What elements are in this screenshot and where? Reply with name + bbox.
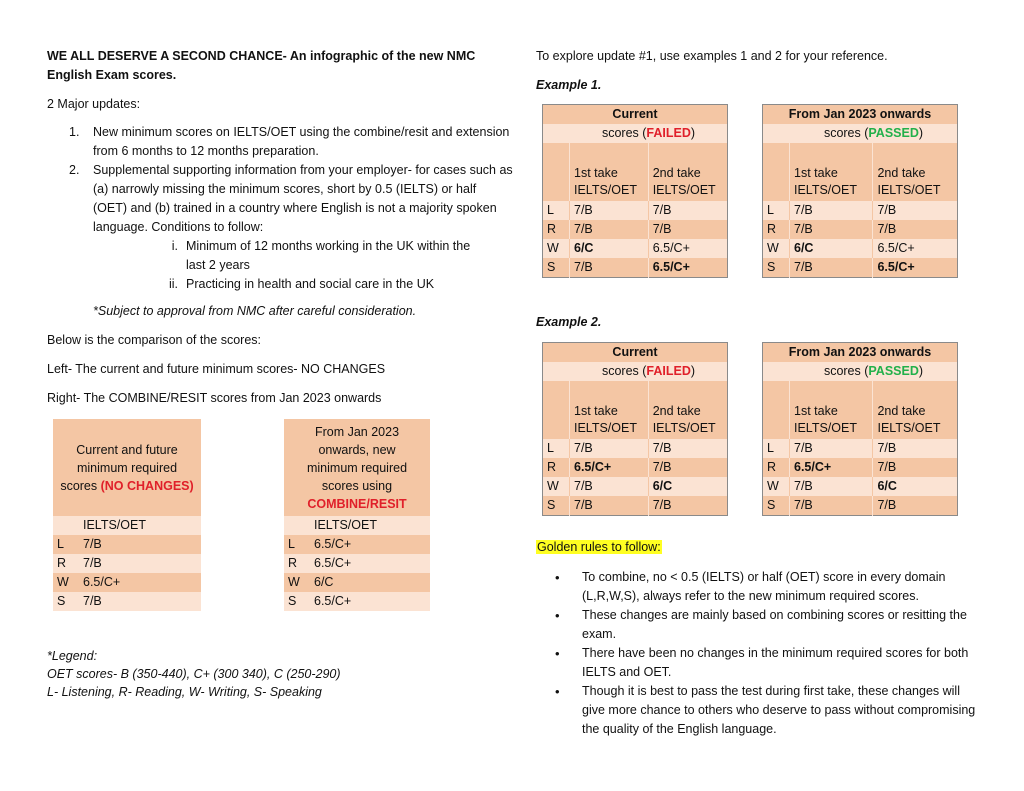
table-row [543,496,728,516]
table-row [53,554,201,573]
header-text: From Jan 2023 onwards, new minimum required scores using [306,424,408,493]
domain-cell: R [767,460,777,474]
second-take-cell: 7/B [873,496,958,516]
second-take-cell: 7/B [648,439,727,458]
subject-note: *Subject to approval from NMC after careful consideration. [93,304,417,318]
current-minimum-header [53,419,201,516]
domain-cell: W [547,241,559,255]
score-cell: 6.5/C+ [83,575,121,589]
col-header-second: 2nd take IELTS/OET [873,381,958,439]
domain-cell: W [57,575,69,589]
column-header: IELTS/OET [83,518,146,532]
second-take-cell: 7/B [873,220,958,239]
update-number: 1. [69,125,80,139]
first-take-cell: 7/B [570,439,649,458]
example-1-future-table [762,104,958,278]
domain-cell: L [767,203,774,217]
table-title: Current [612,345,658,359]
domain-cell: R [547,460,557,474]
second-take-cell: 6/C [648,477,727,496]
golden-rules-list [536,568,982,739]
updates-list [47,123,513,294]
first-take-cell: 7/B [790,477,873,496]
status-badge: FAILED [646,126,691,140]
second-take-cell: 6.5/C+ [873,258,958,278]
second-take-cell: 7/B [873,201,958,220]
table-row [284,535,430,554]
first-take-cell: 6/C [790,239,873,258]
second-take-cell: 6.5/C+ [648,239,727,258]
corner-cell [763,381,790,439]
col-header-first: 1st take IELTS/OET [570,381,649,439]
rule-text: Though it is best to pass the test during first take, these changes will give more chance to others who deserve to pass without compromising the quality of the English language. [582,684,976,736]
score-cell: 6/C [314,575,334,589]
bullet-icon: • [555,608,560,623]
status-suffix: ) [690,126,696,140]
table-row [543,258,728,278]
first-take-cell: 7/B [790,496,873,516]
corner-cell [543,362,570,381]
condition-text: Practicing in health and social care in the UK [186,277,435,291]
table-row [53,573,201,592]
corner-cell [543,124,570,143]
update-text: New minimum scores on IELTS/OET using the combine/resit and extension from 6 months to 12 months preparation. [93,125,510,158]
table-row [763,477,958,496]
left-description: Left- The current and future minimum scores- NO CHANGES [47,362,386,376]
no-changes-label: (NO CHANGES) [100,478,194,493]
table-row [763,258,958,278]
table-row [543,239,728,258]
rule-text: There have been no changes in the minimum required scores for both IELTS and OET. [582,646,969,679]
table-row [763,458,958,477]
bullet-icon: • [555,646,560,661]
domain-cell: R [767,222,777,236]
domain-cell: R [57,556,67,570]
table-title: From Jan 2023 onwards [788,107,932,121]
table-row [53,535,201,554]
example-2-future-table [762,342,958,516]
rule-text: To combine, no < 0.5 (IELTS) or half (OET) score in every domain (L,R,W,S), always refer to the new minimum required scores. [582,570,946,603]
table-row [543,458,728,477]
condition-number: ii. [168,277,178,291]
first-take-cell: 7/B [790,439,873,458]
combine-resit-table [284,419,430,611]
condition-number: i. [171,239,178,253]
domain-cell: S [57,594,66,608]
example-1-current-table [542,104,728,278]
domain-cell: S [547,260,556,274]
second-take-cell: 6.5/C+ [873,239,958,258]
golden-rules-label: Golden rules to follow: [537,540,661,554]
status-cell [570,362,728,381]
update-item [69,161,513,294]
score-cell: 7/B [83,537,102,551]
first-take-cell: 7/B [570,201,649,220]
condition-item [171,237,486,275]
status-suffix: ) [918,364,924,378]
combine-resit-label: COMBINE/RESIT [307,496,407,511]
status-suffix: ) [918,126,924,140]
example-1-label: Example 1. [536,78,602,92]
condition-text: Minimum of 12 months working in the UK within the last 2 years [186,239,471,272]
first-take-cell: 7/B [790,201,873,220]
domain-cell: W [767,241,779,255]
corner-cell [763,362,790,381]
corner-cell [284,516,310,535]
combine-resit-header [284,419,430,516]
bullet-icon: • [555,570,560,585]
domain-cell: S [767,260,776,274]
second-take-cell: 7/B [873,439,958,458]
update-number: 2. [69,163,80,177]
domain-cell: W [547,479,559,493]
update-text: Supplemental supporting information from your employer- for cases such as (a) narrowly missing the minimum scores, short by 0.5 (IELTS) or half (OET) and (b) trained in a country where English is not a majority spoken language. Conditions to follow: [93,163,513,234]
bullet-icon: • [555,684,560,699]
second-take-cell: 7/B [648,220,727,239]
table-row [543,477,728,496]
legend-domains: L- Listening, R- Reading, W- Writing, S- Speaking [47,685,322,699]
table-title: From Jan 2023 onwards [788,345,932,359]
condition-item [168,275,486,294]
legend [47,647,341,701]
table-row [763,496,958,516]
col-header-first: 1st take IELTS/OET [570,143,649,201]
comparison-intro: Below is the comparison of the scores: [47,333,261,347]
status-prefix: scores ( [823,126,869,140]
legend-title: *Legend: [47,649,98,663]
domain-cell: W [288,575,300,589]
score-cell: 7/B [83,594,102,608]
current-minimum-table [53,419,201,611]
col-header-first: 1st take IELTS/OET [790,381,873,439]
col-header-second: 2nd take IELTS/OET [648,143,727,201]
table-row [763,239,958,258]
table-row [53,592,201,611]
table-row [284,554,430,573]
rule-item [555,682,982,739]
table-row [543,220,728,239]
example-2-label: Example 2. [536,315,602,329]
rule-item [555,644,982,682]
first-take-cell: 6.5/C+ [790,458,873,477]
rule-text: These changes are mainly based on combining scores or resitting the exam. [582,608,967,641]
updates-heading: 2 Major updates: [47,97,141,111]
table-row [284,592,430,611]
first-take-cell: 7/B [790,220,873,239]
col-header-second: 2nd take IELTS/OET [648,381,727,439]
status-cell [570,124,728,143]
example-2-current-table [542,342,728,516]
score-cell: 7/B [83,556,102,570]
second-take-cell: 7/B [873,458,958,477]
table-row [543,439,728,458]
status-prefix: scores ( [601,126,647,140]
second-take-cell: 7/B [648,458,727,477]
header-text: Current and future minimum required scores [60,442,178,493]
first-take-cell: 7/B [570,220,649,239]
corner-cell [763,124,790,143]
first-take-cell: 6/C [570,239,649,258]
status-cell [790,362,958,381]
col-header-second: 2nd take IELTS/OET [873,143,958,201]
status-badge: PASSED [868,364,919,378]
status-cell [790,124,958,143]
status-suffix: ) [690,364,696,378]
table-row [763,439,958,458]
domain-cell: L [57,537,64,551]
status-badge: FAILED [646,364,691,378]
corner-cell [53,516,79,535]
table-row [284,573,430,592]
second-take-cell: 7/B [648,496,727,516]
rule-item [555,568,982,606]
rule-item [555,606,982,644]
score-cell: 6.5/C+ [314,556,352,570]
table-row [543,201,728,220]
golden-rules-heading [536,538,662,556]
second-take-cell: 6.5/C+ [648,258,727,278]
domain-cell: L [547,441,554,455]
status-prefix: scores ( [823,364,869,378]
status-badge: PASSED [868,126,919,140]
first-take-cell: 7/B [570,477,649,496]
update-item [69,123,513,161]
table-title: Current [612,107,658,121]
first-take-cell: 6.5/C+ [570,458,649,477]
page-title: WE ALL DESERVE A SECOND CHANCE- An infographic of the new NMC English Exam scores. [47,49,476,82]
domain-cell: L [767,441,774,455]
first-take-cell: 7/B [570,258,649,278]
domain-cell: L [547,203,554,217]
corner-cell [543,143,570,201]
conditions-list [93,237,486,294]
table-row [763,201,958,220]
score-cell: 6.5/C+ [314,537,352,551]
first-take-cell: 7/B [570,496,649,516]
corner-cell [763,143,790,201]
domain-cell: W [767,479,779,493]
second-take-cell: 7/B [648,201,727,220]
domain-cell: S [767,498,776,512]
domain-cell: S [547,498,556,512]
status-prefix: scores ( [601,364,647,378]
domain-cell: L [288,537,295,551]
domain-cell: R [288,556,298,570]
legend-oet-scores: OET scores- B (350-440), C+ (300 340), C (250-290) [47,667,341,681]
score-cell: 6.5/C+ [314,594,352,608]
column-header: IELTS/OET [314,518,377,532]
right-description: Right- The COMBINE/RESIT scores from Jan 2023 onwards [47,391,382,405]
domain-cell: R [547,222,557,236]
second-take-cell: 6/C [873,477,958,496]
col-header-first: 1st take IELTS/OET [790,143,873,201]
table-row [763,220,958,239]
domain-cell: S [288,594,297,608]
examples-intro: To explore update #1, use examples 1 and 2 for your reference. [536,49,888,63]
first-take-cell: 7/B [790,258,873,278]
corner-cell [543,381,570,439]
